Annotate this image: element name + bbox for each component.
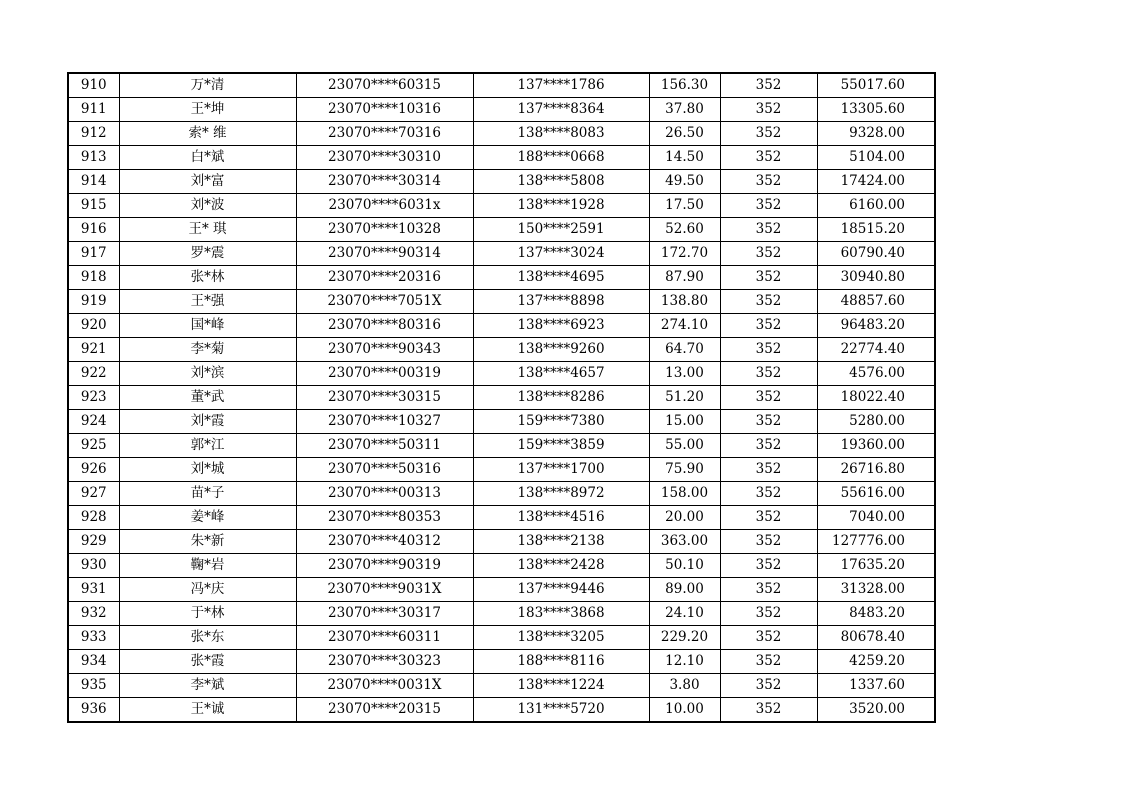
name-cell: 罗*震 xyxy=(119,242,296,266)
row-index-cell: 935 xyxy=(68,674,119,698)
amount-cell: 19360.00 xyxy=(817,434,935,458)
rate-cell: 352 xyxy=(720,386,817,410)
amount-cell: 60790.40 xyxy=(817,242,935,266)
id-number-cell: 23070****90319 xyxy=(296,554,473,578)
row-index-cell: 928 xyxy=(68,506,119,530)
id-number-cell: 23070****90343 xyxy=(296,338,473,362)
id-number-cell: 23070****0031X xyxy=(296,674,473,698)
rate-cell: 352 xyxy=(720,650,817,674)
quantity-cell: 75.90 xyxy=(649,458,720,482)
row-index-cell: 923 xyxy=(68,386,119,410)
table-row xyxy=(68,218,935,242)
row-index-cell: 921 xyxy=(68,338,119,362)
quantity-cell: 26.50 xyxy=(649,122,720,146)
rate-cell: 352 xyxy=(720,194,817,218)
rate-cell: 352 xyxy=(720,266,817,290)
phone-cell: 137****8898 xyxy=(473,290,649,314)
rate-cell: 352 xyxy=(720,122,817,146)
quantity-cell: 55.00 xyxy=(649,434,720,458)
id-number-cell: 23070****7051X xyxy=(296,290,473,314)
phone-cell: 138****4695 xyxy=(473,266,649,290)
amount-cell: 5104.00 xyxy=(817,146,935,170)
name-cell: 鞠*岩 xyxy=(119,554,296,578)
rate-cell: 352 xyxy=(720,626,817,650)
id-number-cell: 23070****70316 xyxy=(296,122,473,146)
rate-cell: 352 xyxy=(720,338,817,362)
name-cell: 刘*城 xyxy=(119,458,296,482)
table-row xyxy=(68,458,935,482)
amount-cell: 17635.20 xyxy=(817,554,935,578)
table-row xyxy=(68,386,935,410)
quantity-cell: 156.30 xyxy=(649,73,720,98)
id-number-cell: 23070****00313 xyxy=(296,482,473,506)
row-index-cell: 914 xyxy=(68,170,119,194)
name-cell: 王*强 xyxy=(119,290,296,314)
id-number-cell: 23070****6031x xyxy=(296,194,473,218)
id-number-cell: 23070****50311 xyxy=(296,434,473,458)
phone-cell: 137****1786 xyxy=(473,73,649,98)
phone-cell: 138****4657 xyxy=(473,362,649,386)
amount-cell: 13305.60 xyxy=(817,98,935,122)
name-cell: 王*坤 xyxy=(119,98,296,122)
amount-cell: 4576.00 xyxy=(817,362,935,386)
row-index-cell: 934 xyxy=(68,650,119,674)
quantity-cell: 89.00 xyxy=(649,578,720,602)
row-index-cell: 910 xyxy=(68,73,119,98)
name-cell: 李*斌 xyxy=(119,674,296,698)
quantity-cell: 274.10 xyxy=(649,314,720,338)
id-number-cell: 23070****10316 xyxy=(296,98,473,122)
name-cell: 刘*滨 xyxy=(119,362,296,386)
quantity-cell: 13.00 xyxy=(649,362,720,386)
rate-cell: 352 xyxy=(720,73,817,98)
name-cell: 张*霞 xyxy=(119,650,296,674)
phone-cell: 138****1928 xyxy=(473,194,649,218)
row-index-cell: 936 xyxy=(68,698,119,723)
id-number-cell: 23070****20315 xyxy=(296,698,473,723)
phone-cell: 159****3859 xyxy=(473,434,649,458)
rate-cell: 352 xyxy=(720,602,817,626)
amount-cell: 22774.40 xyxy=(817,338,935,362)
phone-cell: 137****8364 xyxy=(473,98,649,122)
row-index-cell: 929 xyxy=(68,530,119,554)
table-body xyxy=(68,73,935,722)
id-number-cell: 23070****20316 xyxy=(296,266,473,290)
phone-cell: 138****1224 xyxy=(473,674,649,698)
rate-cell: 352 xyxy=(720,290,817,314)
quantity-cell: 20.00 xyxy=(649,506,720,530)
name-cell: 冯*庆 xyxy=(119,578,296,602)
phone-cell: 138****8972 xyxy=(473,482,649,506)
amount-cell: 96483.20 xyxy=(817,314,935,338)
table-row xyxy=(68,482,935,506)
id-number-cell: 23070****50316 xyxy=(296,458,473,482)
amount-cell: 30940.80 xyxy=(817,266,935,290)
name-cell: 朱*新 xyxy=(119,530,296,554)
quantity-cell: 64.70 xyxy=(649,338,720,362)
table-row xyxy=(68,698,935,723)
id-number-cell: 23070****90314 xyxy=(296,242,473,266)
rate-cell: 352 xyxy=(720,458,817,482)
name-cell: 郭*江 xyxy=(119,434,296,458)
quantity-cell: 363.00 xyxy=(649,530,720,554)
table-row xyxy=(68,602,935,626)
row-index-cell: 917 xyxy=(68,242,119,266)
quantity-cell: 52.60 xyxy=(649,218,720,242)
rate-cell: 352 xyxy=(720,98,817,122)
rate-cell: 352 xyxy=(720,146,817,170)
quantity-cell: 3.80 xyxy=(649,674,720,698)
amount-cell: 26716.80 xyxy=(817,458,935,482)
amount-cell: 55616.00 xyxy=(817,482,935,506)
phone-cell: 188****0668 xyxy=(473,146,649,170)
phone-cell: 131****5720 xyxy=(473,698,649,723)
table-row xyxy=(68,578,935,602)
amount-cell: 80678.40 xyxy=(817,626,935,650)
id-number-cell: 23070****60311 xyxy=(296,626,473,650)
id-number-cell: 23070****80353 xyxy=(296,506,473,530)
quantity-cell: 138.80 xyxy=(649,290,720,314)
row-index-cell: 924 xyxy=(68,410,119,434)
name-cell: 刘*富 xyxy=(119,170,296,194)
amount-cell: 48857.60 xyxy=(817,290,935,314)
table-row xyxy=(68,266,935,290)
phone-cell: 159****7380 xyxy=(473,410,649,434)
table-row xyxy=(68,242,935,266)
quantity-cell: 12.10 xyxy=(649,650,720,674)
table-row xyxy=(68,194,935,218)
rate-cell: 352 xyxy=(720,170,817,194)
table-row xyxy=(68,554,935,578)
quantity-cell: 158.00 xyxy=(649,482,720,506)
name-cell: 王*诚 xyxy=(119,698,296,723)
amount-cell: 17424.00 xyxy=(817,170,935,194)
rate-cell: 352 xyxy=(720,698,817,723)
name-cell: 苗*子 xyxy=(119,482,296,506)
amount-cell: 8483.20 xyxy=(817,602,935,626)
amount-cell: 3520.00 xyxy=(817,698,935,723)
amount-cell: 55017.60 xyxy=(817,73,935,98)
rate-cell: 352 xyxy=(720,506,817,530)
quantity-cell: 10.00 xyxy=(649,698,720,723)
table-row xyxy=(68,674,935,698)
amount-cell: 1337.60 xyxy=(817,674,935,698)
table-row xyxy=(68,314,935,338)
table-row xyxy=(68,338,935,362)
name-cell: 王* 琪 xyxy=(119,218,296,242)
phone-cell: 138****2138 xyxy=(473,530,649,554)
rate-cell: 352 xyxy=(720,578,817,602)
row-index-cell: 931 xyxy=(68,578,119,602)
quantity-cell: 172.70 xyxy=(649,242,720,266)
quantity-cell: 87.90 xyxy=(649,266,720,290)
table-row xyxy=(68,73,935,98)
table-row xyxy=(68,362,935,386)
amount-cell: 18022.40 xyxy=(817,386,935,410)
rate-cell: 352 xyxy=(720,242,817,266)
table-row xyxy=(68,410,935,434)
name-cell: 于*林 xyxy=(119,602,296,626)
phone-cell: 150****2591 xyxy=(473,218,649,242)
amount-cell: 6160.00 xyxy=(817,194,935,218)
name-cell: 白*斌 xyxy=(119,146,296,170)
quantity-cell: 50.10 xyxy=(649,554,720,578)
quantity-cell: 51.20 xyxy=(649,386,720,410)
name-cell: 刘*霞 xyxy=(119,410,296,434)
id-number-cell: 23070****9031X xyxy=(296,578,473,602)
rate-cell: 352 xyxy=(720,410,817,434)
row-index-cell: 922 xyxy=(68,362,119,386)
rate-cell: 352 xyxy=(720,362,817,386)
amount-cell: 18515.20 xyxy=(817,218,935,242)
name-cell: 索* 维 xyxy=(119,122,296,146)
quantity-cell: 15.00 xyxy=(649,410,720,434)
id-number-cell: 23070****10328 xyxy=(296,218,473,242)
table-row xyxy=(68,434,935,458)
table-row xyxy=(68,650,935,674)
phone-cell: 138****8083 xyxy=(473,122,649,146)
quantity-cell: 14.50 xyxy=(649,146,720,170)
row-index-cell: 916 xyxy=(68,218,119,242)
table-row xyxy=(68,626,935,650)
row-index-cell: 932 xyxy=(68,602,119,626)
phone-cell: 137****9446 xyxy=(473,578,649,602)
id-number-cell: 23070****30323 xyxy=(296,650,473,674)
table-row xyxy=(68,98,935,122)
phone-cell: 188****8116 xyxy=(473,650,649,674)
amount-cell: 4259.20 xyxy=(817,650,935,674)
rate-cell: 352 xyxy=(720,554,817,578)
rate-cell: 352 xyxy=(720,530,817,554)
row-index-cell: 919 xyxy=(68,290,119,314)
row-index-cell: 918 xyxy=(68,266,119,290)
amount-cell: 127776.00 xyxy=(817,530,935,554)
name-cell: 国*峰 xyxy=(119,314,296,338)
row-index-cell: 930 xyxy=(68,554,119,578)
id-number-cell: 23070****30310 xyxy=(296,146,473,170)
phone-cell: 183****3868 xyxy=(473,602,649,626)
row-index-cell: 911 xyxy=(68,98,119,122)
row-index-cell: 920 xyxy=(68,314,119,338)
quantity-cell: 17.50 xyxy=(649,194,720,218)
row-index-cell: 913 xyxy=(68,146,119,170)
id-number-cell: 23070****60315 xyxy=(296,73,473,98)
table-row xyxy=(68,506,935,530)
rate-cell: 352 xyxy=(720,314,817,338)
name-cell: 万*清 xyxy=(119,73,296,98)
row-index-cell: 926 xyxy=(68,458,119,482)
id-number-cell: 23070****10327 xyxy=(296,410,473,434)
amount-cell: 9328.00 xyxy=(817,122,935,146)
rate-cell: 352 xyxy=(720,434,817,458)
row-index-cell: 927 xyxy=(68,482,119,506)
row-index-cell: 925 xyxy=(68,434,119,458)
phone-cell: 138****3205 xyxy=(473,626,649,650)
name-cell: 张*东 xyxy=(119,626,296,650)
name-cell: 董*武 xyxy=(119,386,296,410)
quantity-cell: 37.80 xyxy=(649,98,720,122)
rate-cell: 352 xyxy=(720,218,817,242)
quantity-cell: 229.20 xyxy=(649,626,720,650)
phone-cell: 137****1700 xyxy=(473,458,649,482)
id-number-cell: 23070****30314 xyxy=(296,170,473,194)
rate-cell: 352 xyxy=(720,674,817,698)
table-row xyxy=(68,530,935,554)
table-row xyxy=(68,170,935,194)
rate-cell: 352 xyxy=(720,482,817,506)
row-index-cell: 933 xyxy=(68,626,119,650)
id-number-cell: 23070****30317 xyxy=(296,602,473,626)
phone-cell: 138****8286 xyxy=(473,386,649,410)
name-cell: 刘*波 xyxy=(119,194,296,218)
name-cell: 李*菊 xyxy=(119,338,296,362)
row-index-cell: 915 xyxy=(68,194,119,218)
id-number-cell: 23070****80316 xyxy=(296,314,473,338)
phone-cell: 138****4516 xyxy=(473,506,649,530)
table-row xyxy=(68,146,935,170)
table-row xyxy=(68,122,935,146)
row-index-cell: 912 xyxy=(68,122,119,146)
quantity-cell: 24.10 xyxy=(649,602,720,626)
amount-cell: 31328.00 xyxy=(817,578,935,602)
name-cell: 张*林 xyxy=(119,266,296,290)
phone-cell: 138****5808 xyxy=(473,170,649,194)
data-table xyxy=(67,72,936,723)
amount-cell: 5280.00 xyxy=(817,410,935,434)
id-number-cell: 23070****40312 xyxy=(296,530,473,554)
phone-cell: 138****2428 xyxy=(473,554,649,578)
id-number-cell: 23070****00319 xyxy=(296,362,473,386)
phone-cell: 137****3024 xyxy=(473,242,649,266)
phone-cell: 138****9260 xyxy=(473,338,649,362)
id-number-cell: 23070****30315 xyxy=(296,386,473,410)
quantity-cell: 49.50 xyxy=(649,170,720,194)
phone-cell: 138****6923 xyxy=(473,314,649,338)
table-row xyxy=(68,290,935,314)
name-cell: 姜*峰 xyxy=(119,506,296,530)
amount-cell: 7040.00 xyxy=(817,506,935,530)
